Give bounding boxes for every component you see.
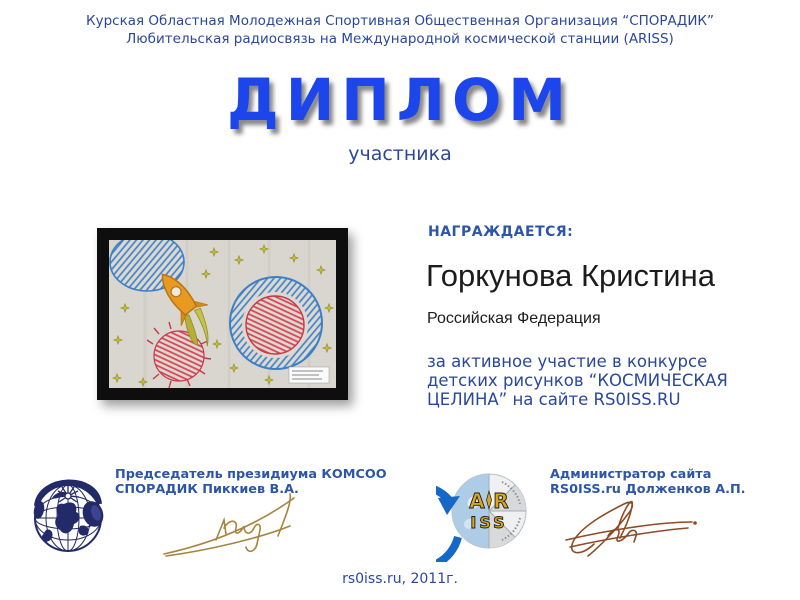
space-drawing-image <box>109 240 336 388</box>
recipient-name: Горкунова Кристина <box>426 258 715 293</box>
diploma-subtitle: участника <box>348 143 452 165</box>
left-signatory-role-line2: СПОРАДИК Пиккиев В.А. <box>115 482 299 497</box>
artwork-photo <box>97 228 348 400</box>
award-reason-line: ЦЕЛИНА” на сайте RS0ISS.RU <box>427 390 681 409</box>
ariss-logo-iss-text: ISS <box>470 513 508 532</box>
org-subtitle-line: Любительская радиосвязь на Международной космической станции (ARISS) <box>126 31 674 47</box>
ariss-logo-icon <box>436 460 542 566</box>
award-reason-line: за активное участие в конкурсе <box>427 352 708 371</box>
sporadik-logo-icon <box>28 460 108 560</box>
left-signature-icon <box>160 490 300 564</box>
award-reason <box>427 352 728 409</box>
right-signatory-role-line1: Администратор сайта <box>550 467 712 482</box>
org-name-line: Курская Областная Молодежная Спортивная Общественная Организация “СПОРАДИК” <box>86 13 714 29</box>
footer-site-year: rs0iss.ru, 2011г. <box>342 571 458 587</box>
ariss-logo-letter-a: A <box>469 489 485 513</box>
ariss-logo-letter-r: R <box>493 489 509 513</box>
diploma-title: ДИПЛОМ <box>227 66 573 134</box>
left-signatory-role-line1: Председатель президиума КОМСОО <box>115 467 387 482</box>
right-signatory-name: Долженков А.П. <box>620 482 746 497</box>
awarded-to-label: НАГРАЖДАЕТСЯ: <box>428 224 574 240</box>
recipient-country: Российская Федерация <box>427 310 601 327</box>
artwork-caption-label <box>289 367 329 383</box>
award-reason-line: детских рисунков “КОСМИЧЕСКАЯ <box>427 371 728 390</box>
rs0iss-site-text: RS0ISS.ru <box>550 482 621 497</box>
right-signature-icon <box>560 492 700 571</box>
